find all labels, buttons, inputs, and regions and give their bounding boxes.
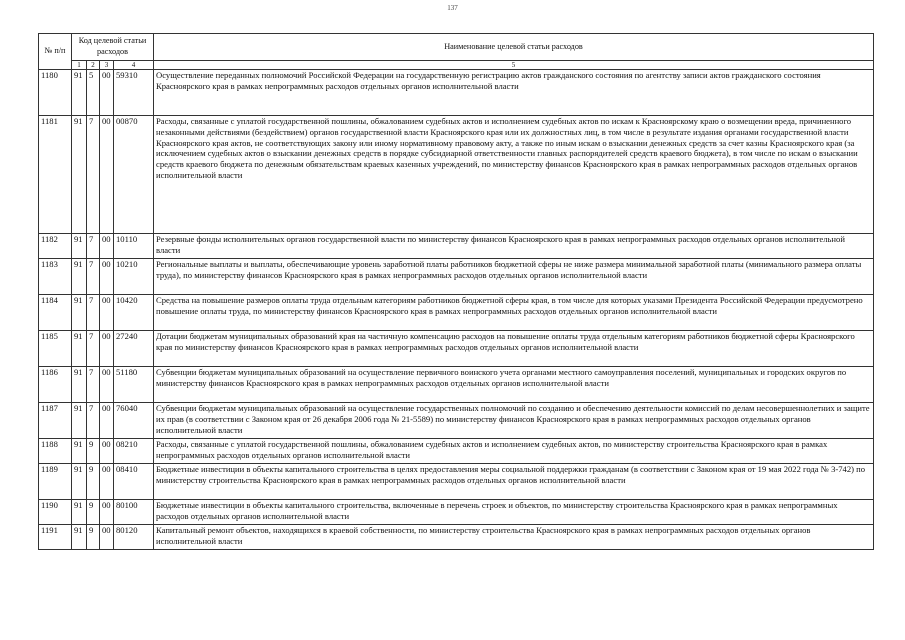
table-row (39, 259, 874, 295)
header-name: Наименование целевой статьи расходов (154, 34, 874, 61)
code-part-4: 10420 (114, 295, 154, 331)
row-description: Региональные выплаты и выплаты, обеспечивающие уровень заработной платы работников бюджетной сферы не ниже размера минимальной заработной платы (минимального размера оплаты труда), по министерству финансов Красноярского края в рамках непрограммных расходов отдельных органов исполнительной власти (154, 259, 874, 295)
code-part-1: 91 (72, 116, 87, 234)
code-part-1: 91 (72, 464, 87, 500)
row-description: Расходы, связанные с уплатой государственной пошлины, обжалованием судебных актов и исполнением судебных актов по искам к Красноярскому краю о возмещении вреда, причиненного незаконными действиями (бездействием) органов государственной власти Красноярского края или их должностных лиц, в том числе в результате издания органами государственной власти Красноярского края актов, не соответствующих закону или иному нормативному правовому акту, а также по иным искам о взыскании денежных средств за счет казны Красноярского края (за исключением судебных актов о взыскании денежных средств в порядке субсидиарной ответственности главных распорядителей средств краевого бюджета), в том числе по искам о взыскании средств краевого бюджета по денежным обязательствам краевых казенных учреждений, по министерству финансов Красноярского края в рамках непрограммных расходов отдельных органов исполнительной власти (154, 116, 874, 234)
code-part-2: 7 (87, 259, 100, 295)
row-description: Капитальный ремонт объектов, находящихся в краевой собственности, по министерству строительства Красноярского края в рамках непрограммных расходов отдельных органов исполнительной власти (154, 525, 874, 550)
row-number: 1187 (39, 403, 72, 439)
code-part-3: 00 (100, 295, 114, 331)
code-part-1: 91 (72, 500, 87, 525)
code-part-2: 7 (87, 367, 100, 403)
target-expense-table (38, 33, 874, 550)
code-part-2: 9 (87, 500, 100, 525)
code-part-3: 00 (100, 70, 114, 116)
code-part-4: 59310 (114, 70, 154, 116)
code-part-3: 00 (100, 525, 114, 550)
code-part-4: 80120 (114, 525, 154, 550)
code-part-4: 00870 (114, 116, 154, 234)
row-number: 1186 (39, 367, 72, 403)
page-number: 137 (447, 4, 458, 12)
row-number: 1180 (39, 70, 72, 116)
table-row (39, 70, 874, 116)
col-number-2: 2 (87, 61, 100, 70)
table-row (39, 367, 874, 403)
code-part-2: 7 (87, 234, 100, 259)
row-number: 1191 (39, 525, 72, 550)
row-description: Бюджетные инвестиции в объекты капитального строительства, включенные в перечень строек и объектов, по министерству строительства Красноярского края в рамках непрограммных расходов отдельных органов исполнительной власти (154, 500, 874, 525)
code-part-1: 91 (72, 403, 87, 439)
header-num: № п/п (39, 34, 72, 70)
code-part-3: 00 (100, 439, 114, 464)
code-part-3: 00 (100, 116, 114, 234)
code-part-4: 51180 (114, 367, 154, 403)
row-description: Субвенции бюджетам муниципальных образований на осуществление государственных полномочий по созданию и обеспечению деятельности комиссий по делам несовершеннолетних и защите их прав (в соответствии с Законом края от 26 декабря 2006 года № 21-5589) по министерству финансов Красноярского края в рамках непрограммных расходов отдельных органов исполнительной власти (154, 403, 874, 439)
table-row (39, 234, 874, 259)
code-part-4: 80100 (114, 500, 154, 525)
code-part-1: 91 (72, 70, 87, 116)
code-part-4: 76040 (114, 403, 154, 439)
table-row (39, 525, 874, 550)
code-part-2: 7 (87, 295, 100, 331)
code-part-2: 9 (87, 464, 100, 500)
row-description: Бюджетные инвестиции в объекты капитального строительства в целях предоставления меры социальной поддержки гражданам (в соответствии с Законом края от 19 мая 2022 года № 3-742) по министерству строительства Красноярского края в рамках непрограммных расходов отдельных органов исполнительной власти (154, 464, 874, 500)
code-part-2: 9 (87, 439, 100, 464)
row-description: Субвенции бюджетам муниципальных образований на осуществление первичного воинского учета органами местного самоуправления поселений, муниципальных и городских округов по министерству финансов Красноярского края в рамках непрограммных расходов отдельных органов исполнительной власти (154, 367, 874, 403)
code-part-2: 7 (87, 403, 100, 439)
row-number: 1188 (39, 439, 72, 464)
row-number: 1185 (39, 331, 72, 367)
code-part-3: 00 (100, 331, 114, 367)
code-part-4: 10210 (114, 259, 154, 295)
code-part-1: 91 (72, 439, 87, 464)
code-part-3: 00 (100, 367, 114, 403)
table-row (39, 464, 874, 500)
code-part-1: 91 (72, 259, 87, 295)
table-body (39, 70, 874, 550)
col-number-5: 5 (154, 61, 874, 70)
row-description: Резервные фонды исполнительных органов государственной власти по министерству финансов Красноярского края в рамках непрограммных расходов отдельных органов исполнительной власти (154, 234, 874, 259)
row-description: Дотации бюджетам муниципальных образований края на частичную компенсацию расходов на повышение оплаты труда отдельным категориям работников бюджетной сферы Красноярского края по министерству финансов Красноярского края в рамках непрограммных расходов отдельных органов исполнительной власти (154, 331, 874, 367)
code-part-3: 00 (100, 403, 114, 439)
code-part-1: 91 (72, 525, 87, 550)
code-part-1: 91 (72, 367, 87, 403)
code-part-3: 00 (100, 500, 114, 525)
row-number: 1184 (39, 295, 72, 331)
code-part-2: 9 (87, 525, 100, 550)
col-number-4: 4 (114, 61, 154, 70)
table-row (39, 439, 874, 464)
row-number: 1189 (39, 464, 72, 500)
table-row (39, 403, 874, 439)
code-part-2: 5 (87, 70, 100, 116)
code-part-3: 00 (100, 259, 114, 295)
table-row (39, 331, 874, 367)
row-number: 1183 (39, 259, 72, 295)
table-row (39, 116, 874, 234)
code-part-4: 08410 (114, 464, 154, 500)
code-part-1: 91 (72, 234, 87, 259)
table-row (39, 295, 874, 331)
row-description: Расходы, связанные с уплатой государственной пошлины, обжалованием судебных актов и исполнением судебных актов, по министерству строительства Красноярского края в рамках непрограммных расходов отдельных органов исполнительной власти (154, 439, 874, 464)
code-part-3: 00 (100, 234, 114, 259)
row-number: 1182 (39, 234, 72, 259)
col-number-1: 1 (72, 61, 87, 70)
table-row (39, 500, 874, 525)
code-part-4: 27240 (114, 331, 154, 367)
row-description: Осуществление переданных полномочий Российской Федерации на государственную регистрацию актов гражданского состояния по агентству записи актов гражданского состояния Красноярского края в рамках непрограммных расходов отдельных органов исполнительной власти (154, 70, 874, 116)
code-part-4: 10110 (114, 234, 154, 259)
col-number-3: 3 (100, 61, 114, 70)
header-code-group: Код целевой статьи расходов (72, 34, 154, 61)
code-part-2: 7 (87, 331, 100, 367)
row-number: 1181 (39, 116, 72, 234)
code-part-3: 00 (100, 464, 114, 500)
code-part-1: 91 (72, 295, 87, 331)
row-number: 1190 (39, 500, 72, 525)
code-part-2: 7 (87, 116, 100, 234)
code-part-1: 91 (72, 331, 87, 367)
code-part-4: 08210 (114, 439, 154, 464)
row-description: Средства на повышение размеров оплаты труда отдельным категориям работников бюджетной сферы края, в том числе для которых указами Президента Российской Федерации предусмотрено повышение оплаты труда, по министерству финансов Красноярского края в рамках непрограммных расходов отдельных органов исполнительной власти (154, 295, 874, 331)
